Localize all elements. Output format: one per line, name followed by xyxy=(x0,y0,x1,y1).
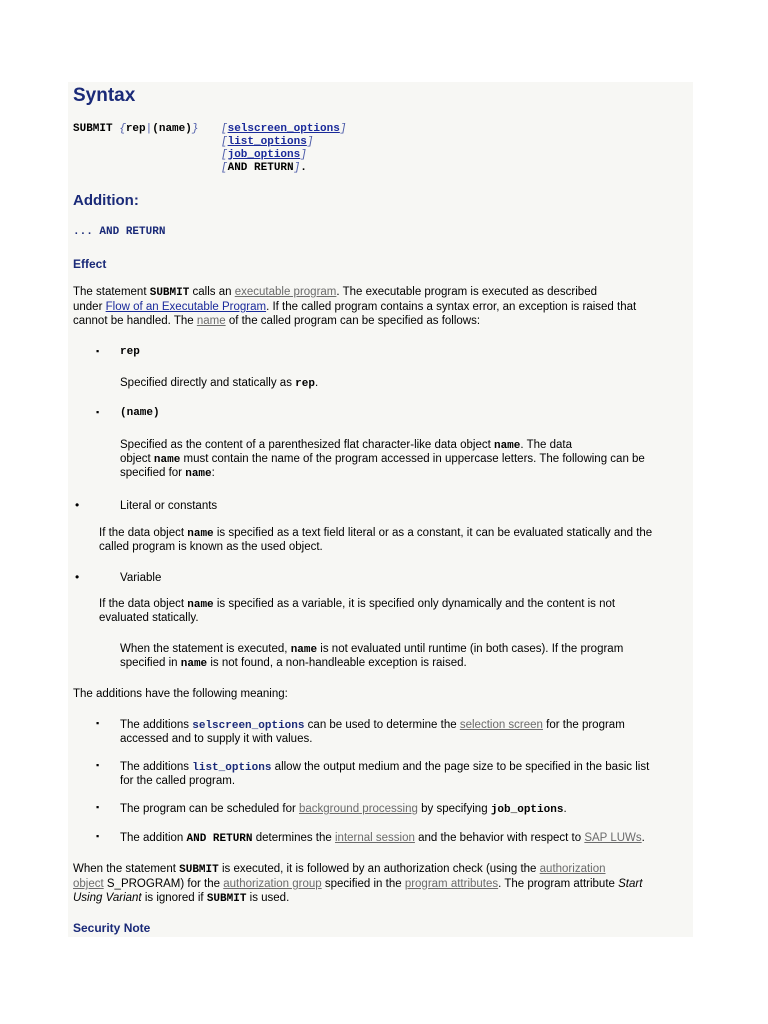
text-span: The addition xyxy=(120,832,184,844)
italic-text: Start xyxy=(618,878,643,890)
authorization-object-link[interactable]: authorization xyxy=(539,863,606,875)
text-span: determines the xyxy=(255,832,332,844)
bullet-square-icon: ▪ xyxy=(96,802,100,812)
text-span: ] xyxy=(306,136,314,148)
effect-line-3 xyxy=(73,314,480,329)
text-span: [ xyxy=(221,162,228,174)
text-span: specified in the xyxy=(324,878,402,890)
addition-list-line-2: for the called program. xyxy=(120,775,236,787)
text-span: calls an xyxy=(192,286,232,298)
bullet-dot-icon: • xyxy=(75,570,80,584)
literal-label: Literal or constants xyxy=(120,500,218,512)
sap-luws-link[interactable]: SAP LUWs xyxy=(584,832,642,844)
text-span: [ xyxy=(221,149,228,161)
bullet-square-icon: ▪ xyxy=(96,718,100,728)
submit-keyword: SUBMIT xyxy=(73,123,113,135)
text-span: is specified as a variable, it is specified only dynamically and the content is not xyxy=(216,598,616,610)
syntax-line-1 xyxy=(73,123,198,135)
syntax-job xyxy=(221,149,307,161)
effect-line-2 xyxy=(73,300,636,315)
auth-line-2 xyxy=(73,877,642,892)
rep-term: rep xyxy=(125,123,146,135)
italic-text: Using Variant xyxy=(73,892,142,904)
effect-heading: Effect xyxy=(73,257,107,271)
literal-line-2: called program is known as the used object. xyxy=(99,541,323,553)
auth-line-3 xyxy=(73,891,289,907)
text-span: [ xyxy=(221,136,228,148)
selscreen-options-link[interactable]: selscreen_options xyxy=(227,123,340,135)
text-span: Specified as the content of a parenthesized flat character-like data object xyxy=(120,439,491,451)
name-link[interactable]: name xyxy=(196,315,226,327)
text-span: AND RETURN xyxy=(99,226,166,238)
text-span: SUBMIT xyxy=(179,864,219,876)
authorization-group-link[interactable]: authorization group xyxy=(223,878,322,890)
syntax-and-return xyxy=(221,162,307,174)
effect-line-1 xyxy=(73,285,597,301)
text-span: SUBMIT xyxy=(149,287,190,299)
selection-screen-link[interactable]: selection screen xyxy=(459,719,543,731)
auth-line-1 xyxy=(73,862,606,878)
text-span: of the called program can be specified as follows: xyxy=(228,315,481,327)
text-span: rep xyxy=(295,378,315,390)
additions-intro: The additions have the following meaning: xyxy=(73,688,288,700)
text-span: When the statement xyxy=(73,863,176,875)
addition-selscreen-line-2: accessed and to supply it with values. xyxy=(120,733,313,745)
bullet-square-icon: ▪ xyxy=(96,760,100,770)
text-span: under xyxy=(73,301,103,313)
text-span: { xyxy=(119,123,126,135)
name-item-line-3 xyxy=(120,466,215,482)
text-span: The statement xyxy=(73,286,147,298)
text-span: ... xyxy=(73,226,93,238)
text-span: . xyxy=(300,162,307,174)
text-span: allow the output medium and the page size to be specified in the basic list xyxy=(274,761,650,773)
addition-line xyxy=(73,226,165,238)
runtime-line-2 xyxy=(120,656,467,672)
text-span: . The executable program is executed as described xyxy=(336,286,597,298)
rep-item-desc xyxy=(120,376,318,392)
text-span: When the statement is executed, xyxy=(120,643,288,655)
job-options-link[interactable]: job_options xyxy=(227,149,301,161)
text-span: . The data xyxy=(520,439,572,451)
text-span: The program can be scheduled for xyxy=(120,803,296,815)
security-note-heading: Security Note xyxy=(73,921,151,935)
addition-return-line xyxy=(120,831,645,847)
name-term: (name) xyxy=(152,123,192,135)
text-span: The additions xyxy=(120,719,190,731)
text-span: ] xyxy=(300,149,307,161)
text-span: selscreen_options xyxy=(192,720,305,732)
syntax-list xyxy=(221,136,313,148)
text-span: for the program xyxy=(546,719,625,731)
text-span: . If the called program contains a syntax error, an exception is raised that xyxy=(266,301,637,313)
text-span: cannot be handled. The xyxy=(73,315,194,327)
internal-session-link[interactable]: internal session xyxy=(335,832,415,844)
text-span: } xyxy=(191,123,199,135)
text-span: must contain the name of the program accessed in uppercase letters. The following can be xyxy=(183,453,645,465)
text-span: and the behavior with respect to xyxy=(418,832,582,844)
text-span: . xyxy=(563,803,567,815)
text-span: | xyxy=(145,123,153,135)
bullet-square-icon: ▪ xyxy=(96,346,100,356)
variable-line-2: evaluated statically. xyxy=(99,612,199,624)
text-span: . The program attribute xyxy=(498,878,615,890)
text-span: object xyxy=(120,453,151,465)
text-span: name xyxy=(290,644,318,656)
text-span: S_PROGRAM) for the xyxy=(106,878,221,890)
text-span: Specified directly and statically as xyxy=(120,377,292,389)
bullet-square-icon: ▪ xyxy=(96,831,100,841)
text-span: is not found, a non-handleable exception is raised. xyxy=(210,657,467,669)
text-span: . xyxy=(314,377,319,389)
flow-link[interactable]: Flow of an Executable Program xyxy=(105,301,267,313)
text-span: name xyxy=(180,658,208,670)
syntax-selscreen xyxy=(221,123,346,135)
text-span: [ xyxy=(221,123,228,135)
text-span: name xyxy=(187,599,214,611)
text-span: name xyxy=(153,454,181,466)
text-span: job_options xyxy=(490,804,564,816)
text-span: specified in xyxy=(120,657,178,669)
variable-label: Variable xyxy=(120,572,162,584)
bullet-dot-icon: • xyxy=(75,498,80,512)
bullet-square-icon: ▪ xyxy=(96,407,100,417)
rep-item-term: rep xyxy=(120,346,140,358)
text-span: ] xyxy=(293,162,301,174)
text-span: AND RETURN xyxy=(227,162,294,174)
text-span: AND RETURN xyxy=(186,833,253,845)
text-span: by specifying xyxy=(421,803,488,815)
text-span: is executed, it is followed by an authorization check (using the xyxy=(221,863,537,875)
text-span: name xyxy=(187,528,214,540)
text-span: ] xyxy=(339,123,347,135)
text-span: If the data object xyxy=(99,527,185,539)
background-processing-link[interactable]: background processing xyxy=(299,803,418,815)
text-span: is ignored if xyxy=(144,892,204,904)
addition-heading: Addition: xyxy=(73,192,139,209)
text-span: list_options xyxy=(192,762,272,774)
text-span: is specified as a text field literal or as a constant, it can be evaluated statically and the xyxy=(216,527,653,539)
text-span: SUBMIT xyxy=(206,893,247,905)
program-attributes-link[interactable]: program attributes xyxy=(404,878,499,890)
authorization-object-link-cont[interactable]: object xyxy=(73,878,104,890)
text-span: specified for xyxy=(120,467,183,479)
text-span: name xyxy=(185,468,212,480)
text-span: is used. xyxy=(249,892,290,904)
executable-program-link[interactable]: executable program xyxy=(234,286,337,298)
addition-job-line xyxy=(120,802,567,818)
text-span: can be used to determine the xyxy=(307,719,457,731)
page-title: Syntax xyxy=(73,85,136,106)
text-span: The additions xyxy=(120,761,190,773)
text-span: name xyxy=(493,440,521,452)
list-options-link[interactable]: list_options xyxy=(227,136,307,148)
text-span: is not evaluated until runtime (in both cases). If the program xyxy=(320,643,624,655)
text-span: : xyxy=(211,467,215,479)
text-span: If the data object xyxy=(99,598,185,610)
name-item-term: (name) xyxy=(120,407,160,419)
text-span: . xyxy=(641,832,645,844)
